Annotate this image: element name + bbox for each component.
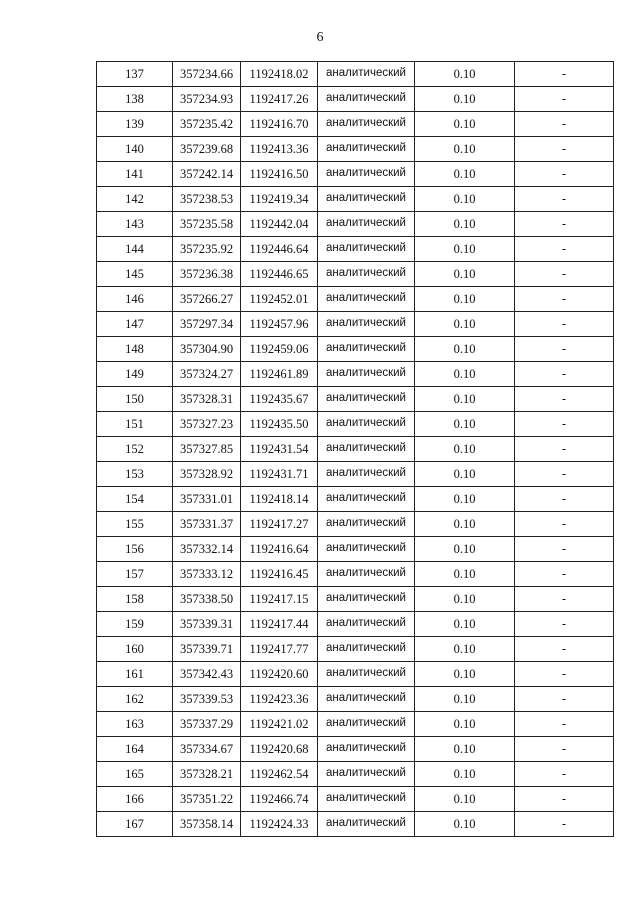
x-coordinate-cell: 357339.31 <box>173 612 241 637</box>
accuracy-cell: 0.10 <box>415 637 515 662</box>
x-coordinate-cell: 357327.23 <box>173 412 241 437</box>
y-coordinate-cell: 1192466.74 <box>241 787 318 812</box>
method-cell: аналитический <box>318 412 415 437</box>
accuracy-cell: 0.10 <box>415 787 515 812</box>
note-cell: - <box>515 537 614 562</box>
table-row <box>97 87 614 112</box>
table-row <box>97 462 614 487</box>
table-row <box>97 112 614 137</box>
note-cell: - <box>515 337 614 362</box>
point-number-cell: 148 <box>97 337 173 362</box>
accuracy-cell: 0.10 <box>415 262 515 287</box>
point-number-cell: 150 <box>97 387 173 412</box>
table-row <box>97 212 614 237</box>
accuracy-cell: 0.10 <box>415 187 515 212</box>
x-coordinate-cell: 357337.29 <box>173 712 241 737</box>
note-cell: - <box>515 287 614 312</box>
method-cell: аналитический <box>318 812 415 837</box>
accuracy-cell: 0.10 <box>415 237 515 262</box>
x-coordinate-cell: 357358.14 <box>173 812 241 837</box>
accuracy-cell: 0.10 <box>415 512 515 537</box>
note-cell: - <box>515 212 614 237</box>
y-coordinate-cell: 1192442.04 <box>241 212 318 237</box>
y-coordinate-cell: 1192417.44 <box>241 612 318 637</box>
accuracy-cell: 0.10 <box>415 212 515 237</box>
table-row <box>97 362 614 387</box>
note-cell: - <box>515 737 614 762</box>
accuracy-cell: 0.10 <box>415 437 515 462</box>
method-cell: аналитический <box>318 762 415 787</box>
point-number-cell: 156 <box>97 537 173 562</box>
table-row <box>97 787 614 812</box>
point-number-cell: 163 <box>97 712 173 737</box>
x-coordinate-cell: 357338.50 <box>173 587 241 612</box>
point-number-cell: 151 <box>97 412 173 437</box>
method-cell: аналитический <box>318 287 415 312</box>
accuracy-cell: 0.10 <box>415 612 515 637</box>
table-row <box>97 662 614 687</box>
note-cell: - <box>515 112 614 137</box>
table-row <box>97 637 614 662</box>
note-cell: - <box>515 62 614 87</box>
note-cell: - <box>515 712 614 737</box>
coordinates-table <box>96 61 614 837</box>
note-cell: - <box>515 137 614 162</box>
point-number-cell: 154 <box>97 487 173 512</box>
note-cell: - <box>515 787 614 812</box>
table-row <box>97 487 614 512</box>
point-number-cell: 152 <box>97 437 173 462</box>
accuracy-cell: 0.10 <box>415 462 515 487</box>
method-cell: аналитический <box>318 162 415 187</box>
x-coordinate-cell: 357351.22 <box>173 787 241 812</box>
accuracy-cell: 0.10 <box>415 287 515 312</box>
y-coordinate-cell: 1192457.96 <box>241 312 318 337</box>
method-cell: аналитический <box>318 787 415 812</box>
y-coordinate-cell: 1192417.15 <box>241 587 318 612</box>
method-cell: аналитический <box>318 312 415 337</box>
accuracy-cell: 0.10 <box>415 737 515 762</box>
method-cell: аналитический <box>318 262 415 287</box>
point-number-cell: 167 <box>97 812 173 837</box>
table-row <box>97 237 614 262</box>
method-cell: аналитический <box>318 512 415 537</box>
accuracy-cell: 0.10 <box>415 362 515 387</box>
x-coordinate-cell: 357239.68 <box>173 137 241 162</box>
table-row <box>97 62 614 87</box>
note-cell: - <box>515 237 614 262</box>
x-coordinate-cell: 357328.31 <box>173 387 241 412</box>
method-cell: аналитический <box>318 237 415 262</box>
point-number-cell: 157 <box>97 562 173 587</box>
y-coordinate-cell: 1192446.64 <box>241 237 318 262</box>
x-coordinate-cell: 357327.85 <box>173 437 241 462</box>
accuracy-cell: 0.10 <box>415 587 515 612</box>
note-cell: - <box>515 687 614 712</box>
note-cell: - <box>515 262 614 287</box>
x-coordinate-cell: 357304.90 <box>173 337 241 362</box>
x-coordinate-cell: 357242.14 <box>173 162 241 187</box>
note-cell: - <box>515 87 614 112</box>
point-number-cell: 162 <box>97 687 173 712</box>
x-coordinate-cell: 357235.92 <box>173 237 241 262</box>
point-number-cell: 139 <box>97 112 173 137</box>
accuracy-cell: 0.10 <box>415 387 515 412</box>
method-cell: аналитический <box>318 562 415 587</box>
y-coordinate-cell: 1192452.01 <box>241 287 318 312</box>
table-row <box>97 512 614 537</box>
note-cell: - <box>515 762 614 787</box>
x-coordinate-cell: 357339.71 <box>173 637 241 662</box>
accuracy-cell: 0.10 <box>415 662 515 687</box>
method-cell: аналитический <box>318 487 415 512</box>
x-coordinate-cell: 357266.27 <box>173 287 241 312</box>
point-number-cell: 143 <box>97 212 173 237</box>
point-number-cell: 147 <box>97 312 173 337</box>
note-cell: - <box>515 187 614 212</box>
method-cell: аналитический <box>318 612 415 637</box>
point-number-cell: 142 <box>97 187 173 212</box>
table-row <box>97 612 614 637</box>
method-cell: аналитический <box>318 187 415 212</box>
x-coordinate-cell: 357333.12 <box>173 562 241 587</box>
method-cell: аналитический <box>318 112 415 137</box>
point-number-cell: 141 <box>97 162 173 187</box>
method-cell: аналитический <box>318 587 415 612</box>
y-coordinate-cell: 1192461.89 <box>241 362 318 387</box>
accuracy-cell: 0.10 <box>415 312 515 337</box>
accuracy-cell: 0.10 <box>415 87 515 112</box>
note-cell: - <box>515 412 614 437</box>
note-cell: - <box>515 637 614 662</box>
point-number-cell: 158 <box>97 587 173 612</box>
method-cell: аналитический <box>318 737 415 762</box>
x-coordinate-cell: 357236.38 <box>173 262 241 287</box>
x-coordinate-cell: 357234.66 <box>173 62 241 87</box>
accuracy-cell: 0.10 <box>415 112 515 137</box>
table-row <box>97 762 614 787</box>
table-row <box>97 387 614 412</box>
point-number-cell: 160 <box>97 637 173 662</box>
x-coordinate-cell: 357332.14 <box>173 537 241 562</box>
method-cell: аналитический <box>318 337 415 362</box>
method-cell: аналитический <box>318 87 415 112</box>
table-row <box>97 737 614 762</box>
point-number-cell: 161 <box>97 662 173 687</box>
note-cell: - <box>515 662 614 687</box>
x-coordinate-cell: 357238.53 <box>173 187 241 212</box>
table-row <box>97 712 614 737</box>
method-cell: аналитический <box>318 712 415 737</box>
table-row <box>97 287 614 312</box>
note-cell: - <box>515 362 614 387</box>
table-row <box>97 562 614 587</box>
y-coordinate-cell: 1192417.77 <box>241 637 318 662</box>
y-coordinate-cell: 1192418.02 <box>241 62 318 87</box>
note-cell: - <box>515 812 614 837</box>
table-row <box>97 537 614 562</box>
point-number-cell: 137 <box>97 62 173 87</box>
y-coordinate-cell: 1192419.34 <box>241 187 318 212</box>
method-cell: аналитический <box>318 62 415 87</box>
note-cell: - <box>515 162 614 187</box>
x-coordinate-cell: 357297.34 <box>173 312 241 337</box>
method-cell: аналитический <box>318 437 415 462</box>
table-row <box>97 187 614 212</box>
accuracy-cell: 0.10 <box>415 712 515 737</box>
note-cell: - <box>515 612 614 637</box>
table-row <box>97 812 614 837</box>
table-row <box>97 312 614 337</box>
x-coordinate-cell: 357324.27 <box>173 362 241 387</box>
y-coordinate-cell: 1192435.67 <box>241 387 318 412</box>
point-number-cell: 149 <box>97 362 173 387</box>
method-cell: аналитический <box>318 462 415 487</box>
note-cell: - <box>515 562 614 587</box>
y-coordinate-cell: 1192420.68 <box>241 737 318 762</box>
accuracy-cell: 0.10 <box>415 337 515 362</box>
page-number: 6 <box>316 30 324 45</box>
coordinates-table-body <box>97 62 614 837</box>
table-row <box>97 412 614 437</box>
table-row <box>97 587 614 612</box>
accuracy-cell: 0.10 <box>415 412 515 437</box>
y-coordinate-cell: 1192417.27 <box>241 512 318 537</box>
method-cell: аналитический <box>318 537 415 562</box>
y-coordinate-cell: 1192413.36 <box>241 137 318 162</box>
method-cell: аналитический <box>318 662 415 687</box>
y-coordinate-cell: 1192462.54 <box>241 762 318 787</box>
note-cell: - <box>515 487 614 512</box>
accuracy-cell: 0.10 <box>415 162 515 187</box>
y-coordinate-cell: 1192416.70 <box>241 112 318 137</box>
point-number-cell: 138 <box>97 87 173 112</box>
point-number-cell: 144 <box>97 237 173 262</box>
y-coordinate-cell: 1192423.36 <box>241 687 318 712</box>
table-row <box>97 137 614 162</box>
accuracy-cell: 0.10 <box>415 62 515 87</box>
x-coordinate-cell: 357339.53 <box>173 687 241 712</box>
accuracy-cell: 0.10 <box>415 562 515 587</box>
method-cell: аналитический <box>318 362 415 387</box>
x-coordinate-cell: 357328.21 <box>173 762 241 787</box>
accuracy-cell: 0.10 <box>415 137 515 162</box>
table-row <box>97 337 614 362</box>
method-cell: аналитический <box>318 637 415 662</box>
table-row <box>97 262 614 287</box>
x-coordinate-cell: 357328.92 <box>173 462 241 487</box>
point-number-cell: 146 <box>97 287 173 312</box>
x-coordinate-cell: 357331.01 <box>173 487 241 512</box>
y-coordinate-cell: 1192431.71 <box>241 462 318 487</box>
point-number-cell: 140 <box>97 137 173 162</box>
accuracy-cell: 0.10 <box>415 762 515 787</box>
x-coordinate-cell: 357342.43 <box>173 662 241 687</box>
y-coordinate-cell: 1192446.65 <box>241 262 318 287</box>
note-cell: - <box>515 462 614 487</box>
x-coordinate-cell: 357234.93 <box>173 87 241 112</box>
table-row <box>97 162 614 187</box>
table-row <box>97 437 614 462</box>
y-coordinate-cell: 1192459.06 <box>241 337 318 362</box>
point-number-cell: 145 <box>97 262 173 287</box>
y-coordinate-cell: 1192420.60 <box>241 662 318 687</box>
y-coordinate-cell: 1192421.02 <box>241 712 318 737</box>
y-coordinate-cell: 1192424.33 <box>241 812 318 837</box>
method-cell: аналитический <box>318 212 415 237</box>
accuracy-cell: 0.10 <box>415 487 515 512</box>
x-coordinate-cell: 357334.67 <box>173 737 241 762</box>
x-coordinate-cell: 357235.58 <box>173 212 241 237</box>
note-cell: - <box>515 437 614 462</box>
y-coordinate-cell: 1192416.45 <box>241 562 318 587</box>
y-coordinate-cell: 1192417.26 <box>241 87 318 112</box>
x-coordinate-cell: 357235.42 <box>173 112 241 137</box>
note-cell: - <box>515 387 614 412</box>
point-number-cell: 153 <box>97 462 173 487</box>
accuracy-cell: 0.10 <box>415 687 515 712</box>
note-cell: - <box>515 512 614 537</box>
table-row <box>97 687 614 712</box>
accuracy-cell: 0.10 <box>415 537 515 562</box>
point-number-cell: 165 <box>97 762 173 787</box>
method-cell: аналитический <box>318 387 415 412</box>
y-coordinate-cell: 1192418.14 <box>241 487 318 512</box>
y-coordinate-cell: 1192435.50 <box>241 412 318 437</box>
method-cell: аналитический <box>318 137 415 162</box>
y-coordinate-cell: 1192431.54 <box>241 437 318 462</box>
note-cell: - <box>515 312 614 337</box>
point-number-cell: 166 <box>97 787 173 812</box>
point-number-cell: 164 <box>97 737 173 762</box>
point-number-cell: 159 <box>97 612 173 637</box>
note-cell: - <box>515 587 614 612</box>
accuracy-cell: 0.10 <box>415 812 515 837</box>
y-coordinate-cell: 1192416.64 <box>241 537 318 562</box>
point-number-cell: 155 <box>97 512 173 537</box>
y-coordinate-cell: 1192416.50 <box>241 162 318 187</box>
method-cell: аналитический <box>318 687 415 712</box>
x-coordinate-cell: 357331.37 <box>173 512 241 537</box>
